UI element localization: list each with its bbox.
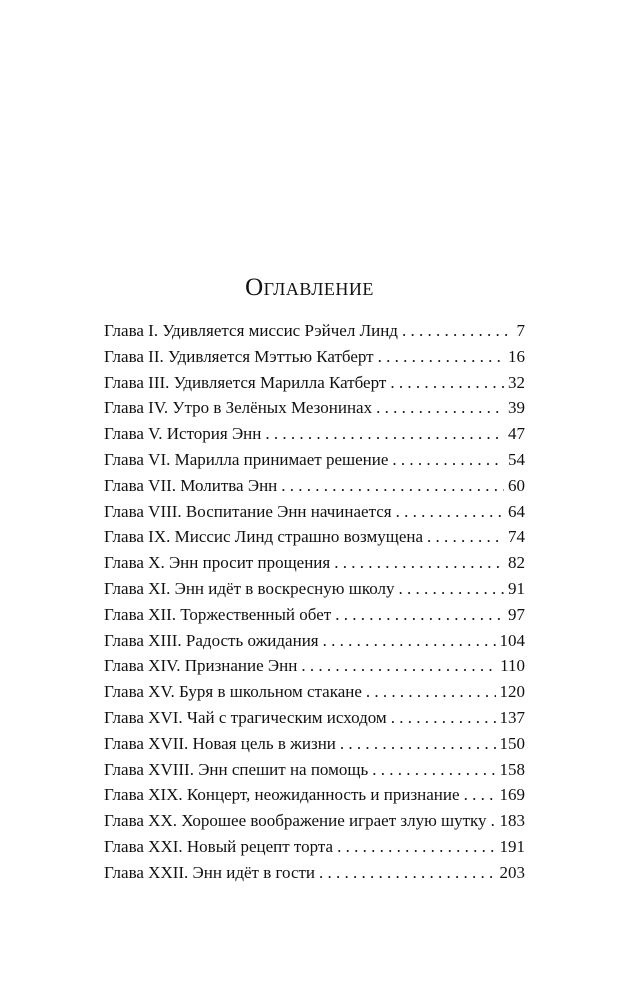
toc-entry-label: Глава XXII. Энн идёт в гости <box>104 862 316 882</box>
toc-entry-page: 54 <box>508 449 525 469</box>
toc-dot-leader <box>390 370 504 396</box>
toc-entry-page: 203 <box>499 862 525 882</box>
table-of-contents <box>104 318 525 886</box>
toc-entry-label: Глава XV. Буря в школьном стакане <box>104 682 362 702</box>
toc-entry[interactable] <box>104 576 525 602</box>
toc-dot-leader <box>281 473 504 499</box>
toc-entry-page: 64 <box>508 501 525 521</box>
toc-entry-page: 183 <box>499 811 525 831</box>
toc-entry-page: 82 <box>508 553 525 573</box>
toc-entry[interactable] <box>104 628 525 654</box>
toc-dot-leader <box>491 808 496 834</box>
toc-entry[interactable] <box>104 370 525 396</box>
toc-dot-leader <box>340 731 496 757</box>
toc-entry-page: 191 <box>499 836 525 856</box>
toc-entry[interactable] <box>104 318 525 344</box>
toc-entry-label: Глава XVI. Чай с трагическим исходом <box>104 707 387 727</box>
toc-entry[interactable] <box>104 757 525 783</box>
toc-entry-label: Глава XX. Хорошее воображение играет злую шутку <box>104 811 487 831</box>
toc-entry-page: 39 <box>508 398 525 418</box>
toc-entry-label: Глава IX. Миссис Линд страшно возмущена <box>104 527 424 547</box>
toc-entry-label: Глава I. Удивляется миссис Рэйчел Линд <box>104 321 398 340</box>
toc-entry-label: Глава V. История Энн <box>104 424 262 444</box>
toc-entry-label: Глава XIII. Радость ожидания <box>104 630 319 650</box>
toc-entry-page: 110 <box>500 656 525 676</box>
toc-dot-leader <box>464 782 496 808</box>
toc-entry-label: Глава XVII. Новая цель в жизни <box>104 733 336 753</box>
toc-dot-leader <box>427 524 504 550</box>
toc-entry-page: 104 <box>499 630 525 650</box>
toc-entry[interactable] <box>104 653 525 679</box>
toc-entry[interactable] <box>104 421 525 447</box>
toc-entry-label: Глава XI. Энн идёт в воскресную школу <box>104 578 395 598</box>
toc-entry[interactable] <box>104 550 525 576</box>
toc-entry-page: 47 <box>508 424 525 444</box>
toc-dot-leader <box>366 679 496 705</box>
toc-entry-label: Глава XVIII. Энн спешит на помощь <box>104 759 369 779</box>
toc-entry-page: 150 <box>499 733 525 753</box>
toc-entry-page: 16 <box>508 346 525 366</box>
toc-entry[interactable] <box>104 860 525 886</box>
toc-entry-label: Глава II. Удивляется Мэттью Катберт <box>104 346 374 366</box>
toc-entry-page: 137 <box>499 707 525 727</box>
toc-entry[interactable] <box>104 808 525 834</box>
toc-entry-label: Глава XXI. Новый рецепт торта <box>104 836 334 856</box>
toc-dot-leader <box>319 860 495 886</box>
toc-entry[interactable] <box>104 344 525 370</box>
toc-entry-label: Глава XIX. Концерт, неожиданность и признание <box>104 785 460 805</box>
toc-entry-page: 7 <box>516 321 525 340</box>
toc-entry-label: Глава VI. Марилла принимает решение <box>104 449 389 469</box>
toc-entry-page: 158 <box>499 759 525 779</box>
toc-entry-page: 91 <box>508 578 525 598</box>
toc-entry-label: Глава VII. Молитва Энн <box>104 475 278 495</box>
toc-entry-page: 97 <box>508 604 525 624</box>
toc-entry[interactable] <box>104 834 525 860</box>
toc-entry-page: 32 <box>508 372 525 392</box>
toc-entry[interactable] <box>104 782 525 808</box>
toc-dot-leader <box>372 757 495 783</box>
toc-entry-label: Глава XIV. Признание Энн <box>104 656 298 676</box>
toc-dot-leader <box>323 628 496 654</box>
toc-entry[interactable] <box>104 705 525 731</box>
toc-entry-label: Глава X. Энн просит прощения <box>104 553 331 573</box>
toc-entry-page: 74 <box>508 527 525 547</box>
toc-entry[interactable] <box>104 473 525 499</box>
toc-entry-page: 169 <box>499 785 525 805</box>
toc-dot-leader <box>335 602 504 628</box>
toc-dot-leader <box>396 499 504 525</box>
toc-dot-leader <box>334 550 504 576</box>
toc-entry[interactable] <box>104 395 525 421</box>
toc-entry-page: 120 <box>499 682 525 702</box>
toc-entry[interactable] <box>104 731 525 757</box>
toc-dot-leader <box>337 834 495 860</box>
toc-dot-leader <box>265 421 504 447</box>
toc-dot-leader <box>398 576 504 602</box>
toc-entry-label: Глава VIII. Воспитание Энн начинается <box>104 501 392 521</box>
toc-dot-leader <box>376 395 504 421</box>
page-title: Оглавление <box>245 274 374 301</box>
toc-dot-leader <box>378 344 504 370</box>
toc-dot-leader <box>402 318 513 344</box>
toc-entry[interactable] <box>104 602 525 628</box>
toc-entry-label: Глава III. Удивляется Марилла Катберт <box>104 372 387 392</box>
toc-entry-label: Глава XII. Торжественный обет <box>104 604 332 624</box>
toc-entry[interactable] <box>104 524 525 550</box>
toc-entry[interactable] <box>104 499 525 525</box>
toc-entry[interactable] <box>104 679 525 705</box>
toc-dot-leader <box>301 653 496 679</box>
toc-entry-page: 60 <box>508 475 525 495</box>
toc-entry-label: Глава IV. Утро в Зелёных Мезонинах <box>104 398 373 418</box>
toc-dot-leader <box>391 705 496 731</box>
toc-dot-leader <box>392 447 504 473</box>
toc-entry[interactable] <box>104 447 525 473</box>
